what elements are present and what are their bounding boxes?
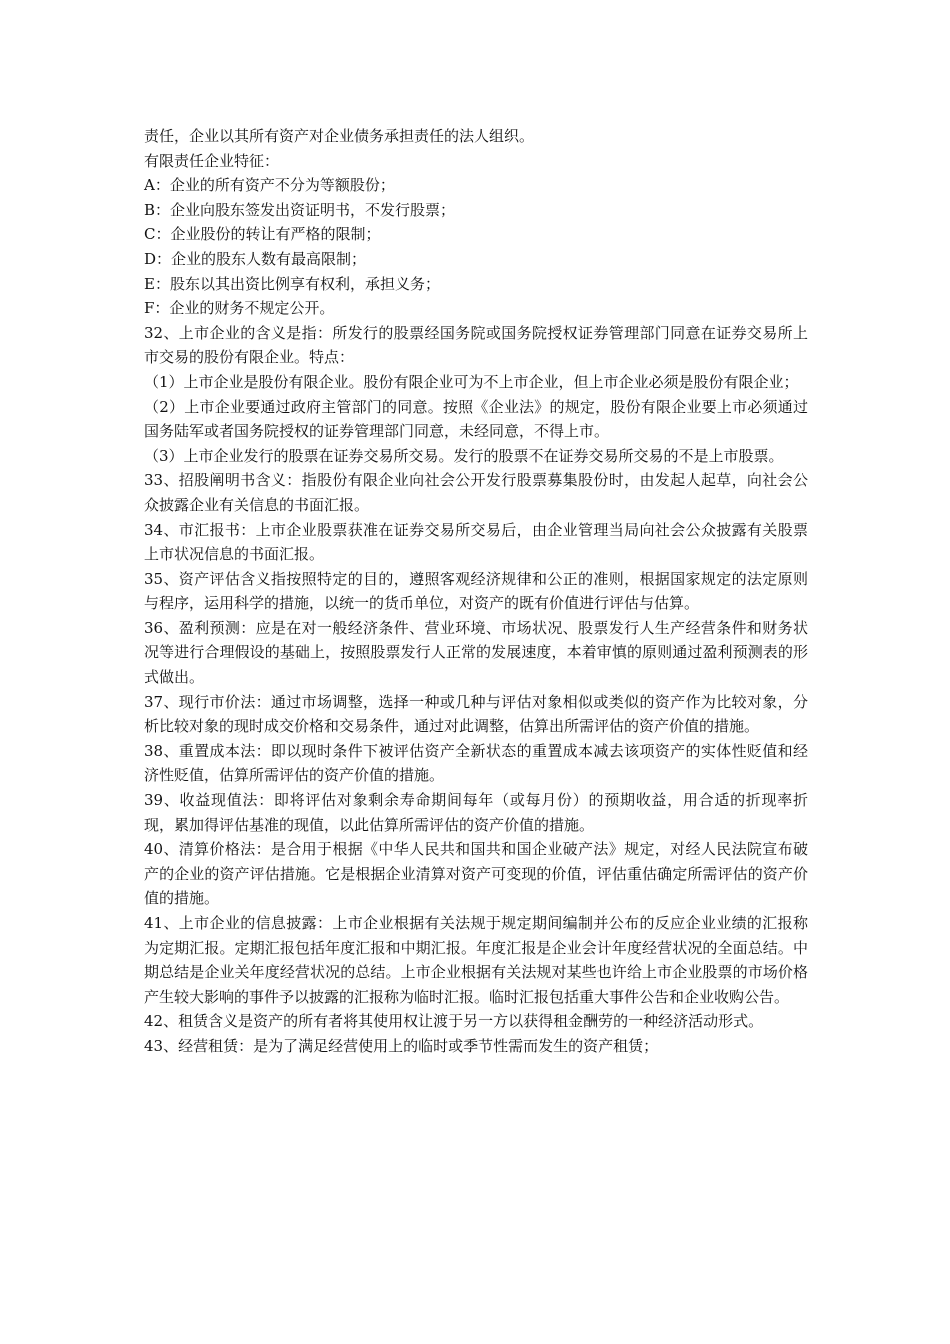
paragraph: 43、经营租赁：是为了满足经营使用上的临时或季节性需而发生的资产租赁； — [144, 1036, 659, 1055]
paragraph: 38、重置成本法：即以现时条件下被评估资产全新状态的重置成本减去该项资产的实体性贬值和经济性贬值，估算所需评估的资产价值的措施。 — [144, 741, 808, 785]
paragraph: A：企业的所有资产不分为等额股份； — [144, 176, 395, 195]
paragraph: 42、租赁含义是资产的所有者将其使用权让渡于另一方以获得租金酬劳的一种经济活动形式。 — [144, 1012, 764, 1031]
paragraph: 35、资产评估含义指按照特定的目的，遵照客观经济规律和公正的准则，根据国家规定的法定原则与程序，运用科学的措施，以统一的货币单位，对资产的既有价值进行评估与估算。 — [144, 569, 808, 613]
paragraph: （3）上市企业发行的股票在证券交易所交易。发行的股票不在证券交易所交易的不是上市股票。 — [144, 446, 784, 465]
paragraph: 40、清算价格法：是合用于根据《中华人民共和国共和国企业破产法》规定，对经人民法院宣布破产的企业的资产评估措施。它是根据企业清算对资产可变现的价值，评估重估确定所需评估的资产价值的措施。 — [144, 840, 808, 908]
paragraph: 有限责任企业特征： — [144, 151, 280, 170]
paragraph: 41、上市企业的信息披露：上市企业根据有关法规于规定期间编制并公布的反应企业业绩的汇报称为定期汇报。定期汇报包括年度汇报和中期汇报。年度汇报是企业会计年度经营状况的全面总结。中期总结是企业关年度经营状况的总结。上市企业根据有关法规对某些也许给上市企业股票的市场价格产生较大影响的事件予以披露的汇报称为临时汇报。临时汇报包括重大事件公告和企业收购公告。 — [144, 914, 808, 1006]
paragraph: 33、招股阐明书含义：指股份有限企业向社会公开发行股票募集股份时，由发起人起草，向社会公众披露企业有关信息的书面汇报。 — [144, 471, 808, 514]
paragraph: C：企业股份的转让有严格的限制； — [144, 225, 381, 244]
paragraph: 36、盈利预测：应是在对一般经济条件、营业环境、市场状况、股票发行人生产经营条件和财务状况等进行合理假设的基础上，按照股票发行人正常的发展速度，本着审慎的原则通过盈利预测表的形式做出。 — [144, 618, 808, 687]
paragraph: （2）上市企业要通过政府主管部门的同意。按照《企业法》的规定，股份有限企业要上市必须通过国务陆军或者国务院授权的证券管理部门同意，未经同意，不得上市。 — [144, 397, 808, 441]
paragraph: 责任，企业以其所有资产对企业债务承担责任的法人组织。 — [144, 127, 535, 145]
paragraph: （1）上市企业是股份有限企业。股份有限企业可为不上市企业，但上市企业必须是股份有限企业； — [144, 372, 799, 391]
paragraph: 37、现行市价法：通过市场调整，选择一种或几种与评估对象相似或类似的资产作为比较对象，分析比较对象的现时成交价格和交易条件，通过对此调整，估算出所需评估的资产价值的措施。 — [144, 692, 808, 736]
paragraph: F：企业的财务不规定公开。 — [144, 299, 335, 318]
paragraph: 32、上市企业的含义是指：所发行的股票经国务院或国务院授权证券管理部门同意在证券交易所上市交易的股份有限企业。特点： — [144, 323, 808, 367]
paragraph: 39、收益现值法：即将评估对象剩余寿命期间每年（或每月份）的预期收益，用合适的折现率折现，累加得评估基准的现值，以此估算所需评估的资产价值的措施。 — [144, 791, 808, 834]
paragraph: B：企业向股东签发出资证明书，不发行股票； — [144, 200, 456, 219]
paragraph: E：股东以其出资比例享有权利，承担义务； — [144, 274, 440, 293]
paragraph: D：企业的股东人数有最高限制； — [144, 249, 367, 268]
paragraph: 34、市汇报书：上市企业股票获准在证券交易所交易后，由企业管理当局向社会公众披露有关股票上市状况信息的书面汇报。 — [144, 520, 808, 564]
document-body — [144, 124, 808, 1059]
